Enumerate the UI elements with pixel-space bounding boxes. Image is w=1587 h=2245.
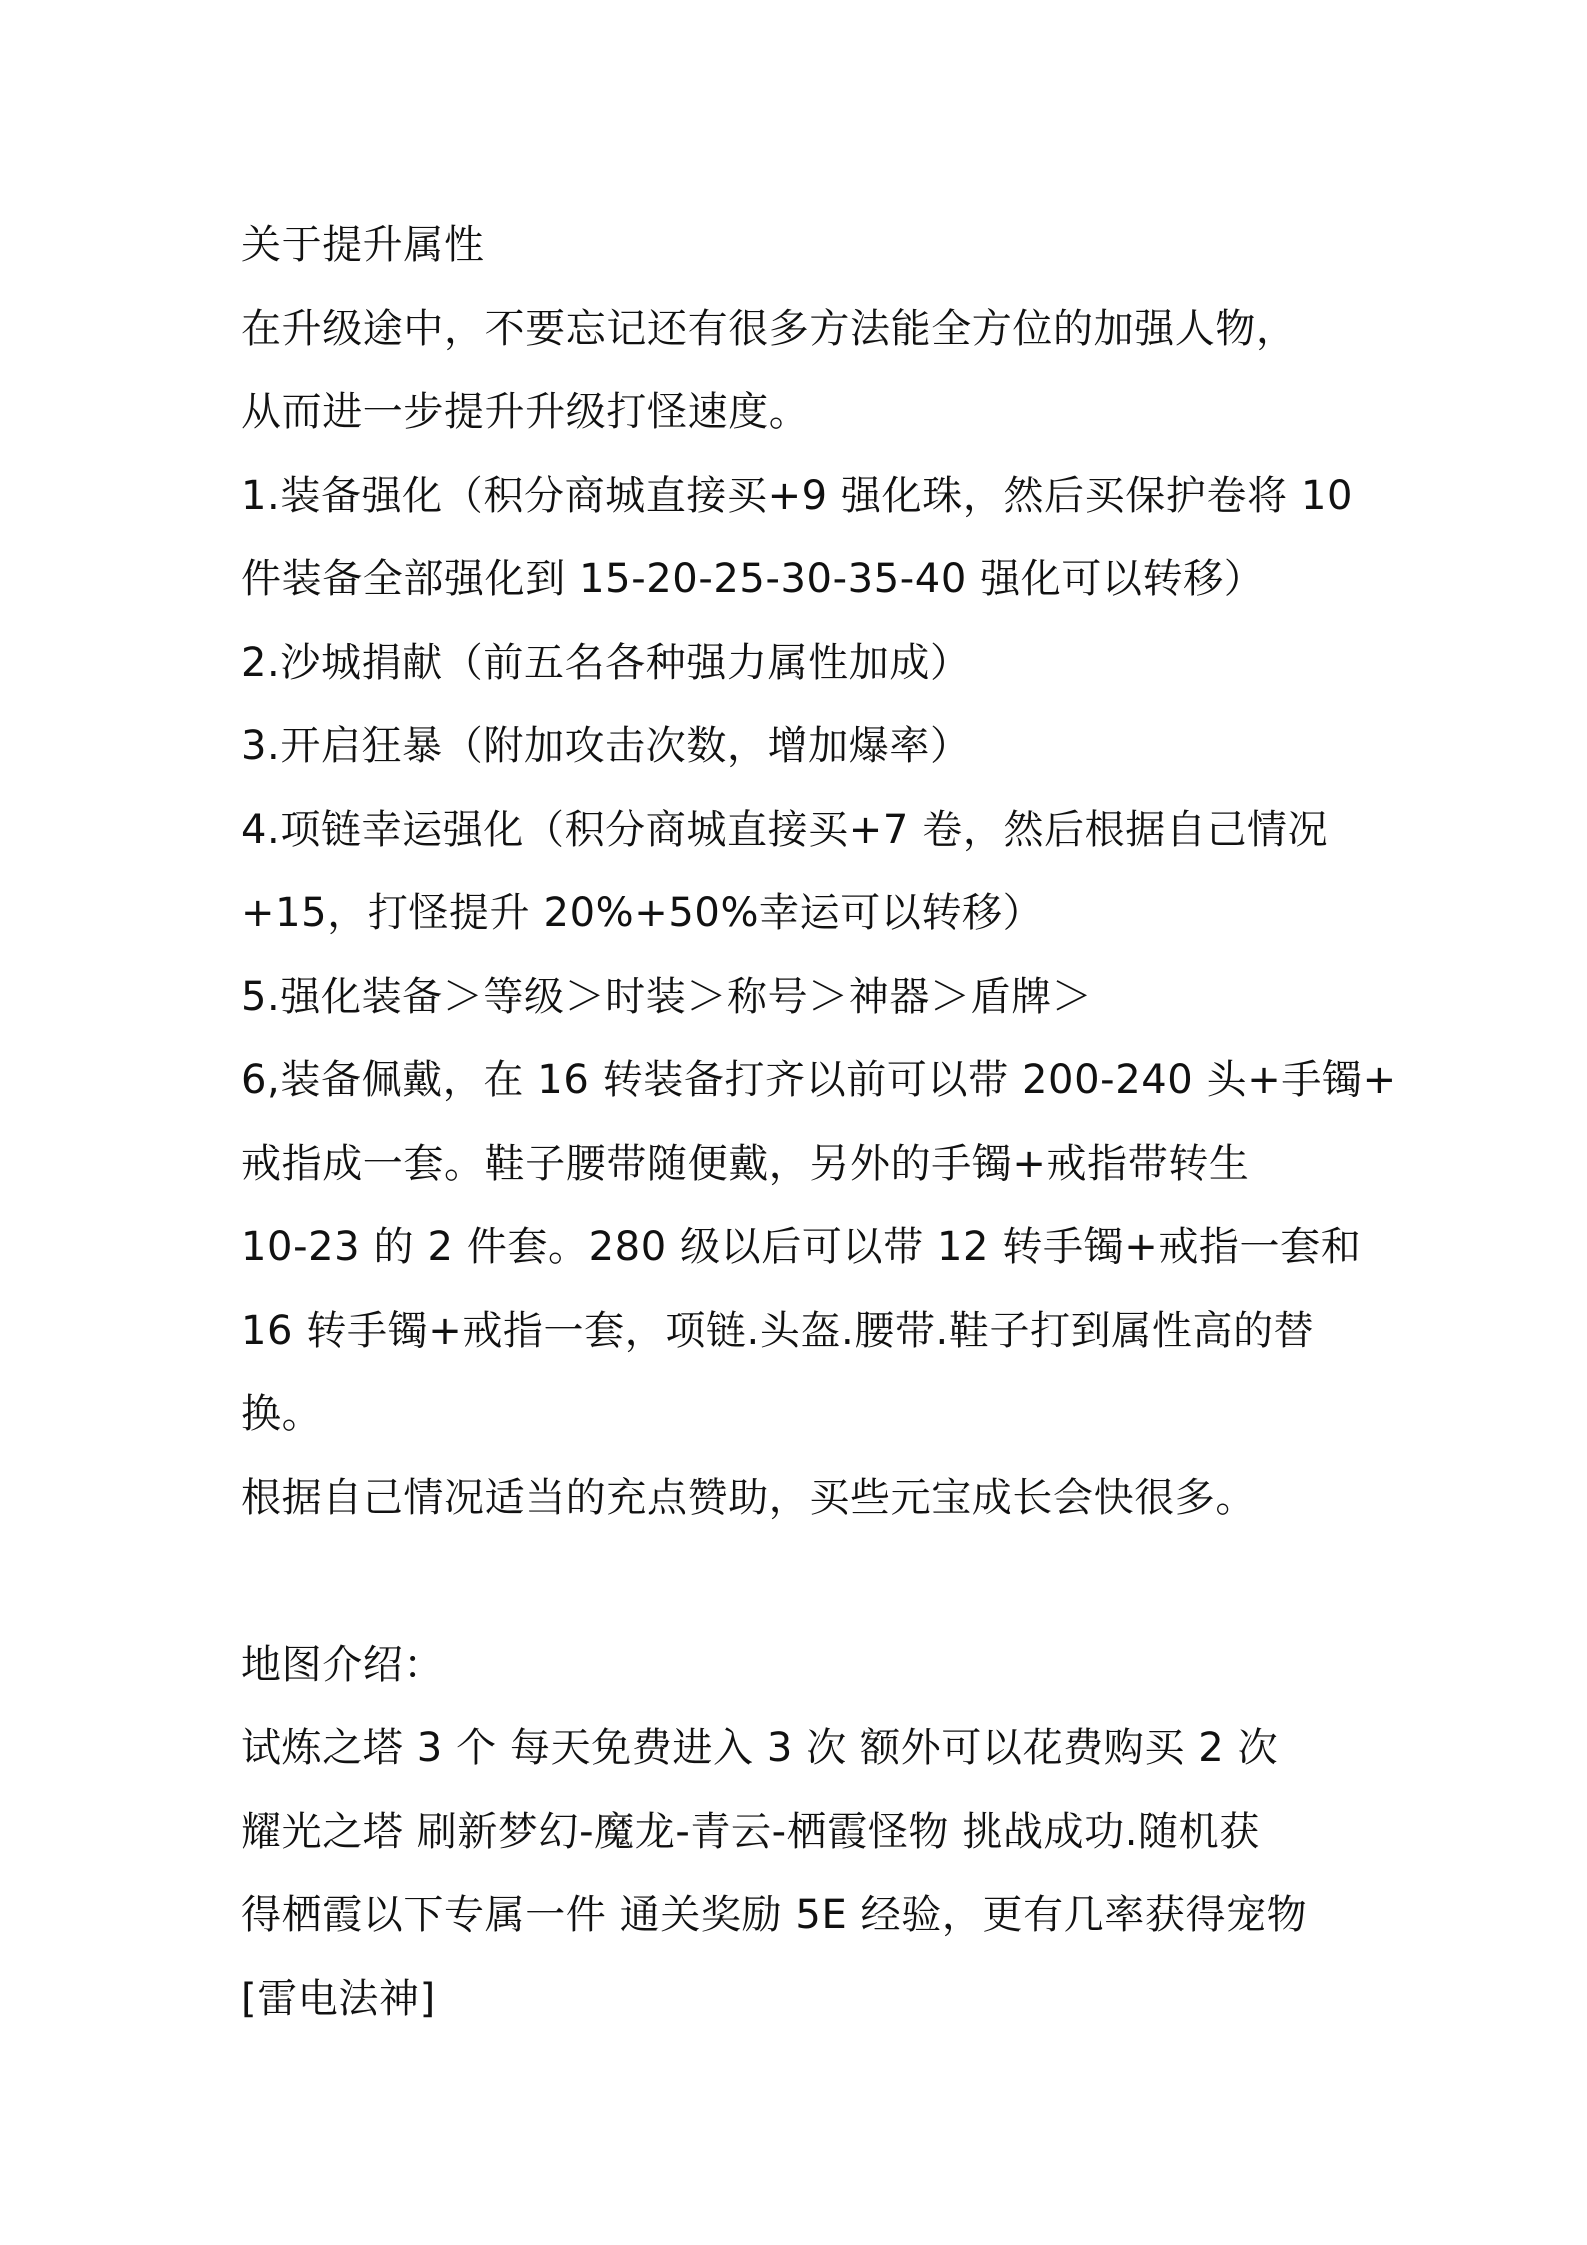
list-line: 16 转手镯+戒指一套，项链.头盔.腰带.鞋子打到属性高的替 — [241, 1307, 1315, 1354]
list-line: 10-23 的 2 件套。280 级以后可以带 12 转手镯+戒指一套和 — [241, 1224, 1362, 1270]
closing-line: 根据自己情况适当的充点赞助，买些元宝成长会快很多。 — [241, 1474, 1256, 1521]
intro-line: 在升级途中，不要忘记还有很多方法能全方位的加强人物， — [241, 305, 1297, 352]
map-line: [雷电法神] — [241, 1975, 436, 2022]
list-line: 6,装备佩戴，在 16 转装备打齐以前可以带 200-240 头+手镯+ — [241, 1057, 1397, 1103]
intro-line: 从而进一步提升升级打怪速度。 — [241, 389, 810, 435]
list-line: 件装备全部强化到 15-20-25-30-35-40 强化可以转移） — [241, 556, 1265, 602]
section-heading-maps: 地图介绍： — [241, 1641, 444, 1688]
section-heading-attributes: 关于提升属性 — [241, 222, 485, 268]
list-line: 5.强化装备＞等级＞时装＞称号＞神器＞盾牌＞ — [241, 973, 1093, 1020]
document-body — [241, 204, 1397, 2041]
list-line: 3.开启狂暴（附加攻击次数，增加爆率） — [241, 723, 971, 769]
list-line: 1.装备强化（积分商城直接买+9 强化珠，然后买保护卷将 10 — [241, 472, 1354, 519]
list-line: 戒指成一套。鞋子腰带随便戴，另外的手镯+戒指带转生 — [241, 1140, 1250, 1187]
list-line: 2.沙城捐献（前五名各种强力属性加成） — [241, 639, 971, 686]
list-line: +15，打怪提升 20%+50%幸运可以转移） — [241, 890, 1044, 936]
section-spacer — [241, 1540, 1371, 1624]
list-line: 换。 — [241, 1391, 323, 1437]
map-line: 耀光之塔 刷新梦幻-魔龙-青云-栖霞怪物 挑战成功.随机获 — [241, 1808, 1260, 1855]
map-line: 得栖霞以下专属一件 通关奖励 5E 经验，更有几率获得宠物 — [241, 1892, 1308, 1938]
list-line: 4.项链幸运强化（积分商城直接买+7 卷，然后根据自己情况 — [241, 806, 1329, 853]
map-line: 试炼之塔 3 个 每天免费进入 3 次 额外可以花费购买 2 次 — [241, 1725, 1279, 1771]
